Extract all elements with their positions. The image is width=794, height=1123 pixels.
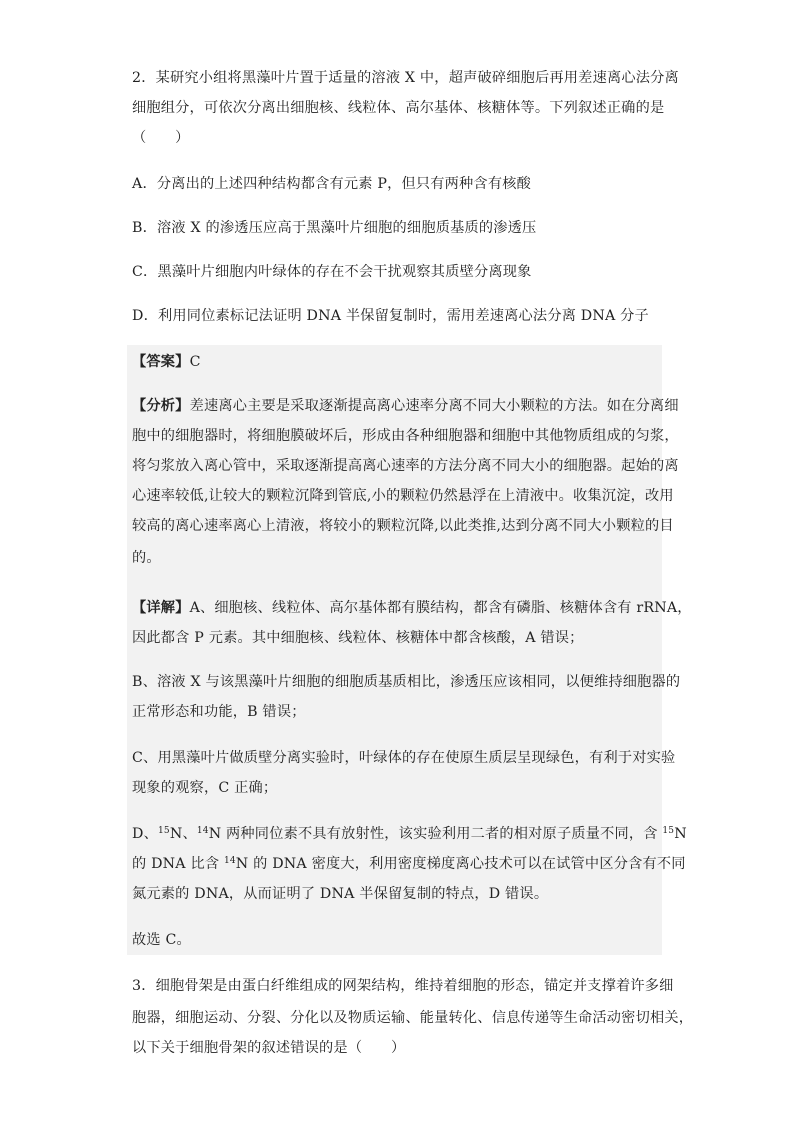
analysis-line-6: 的。 <box>132 550 161 566</box>
answer-value: C <box>189 354 201 370</box>
detail-a-line-2: 因此都含 P 元素。其中细胞核、线粒体、核糖体中都含核酸，A 错误； <box>132 630 584 646</box>
analysis-line-5: 较高的离心速率离心上清液，将较小的颗粒沉降,以此类推,达到分离不同大小颗粒的目 <box>132 518 674 534</box>
isotope-14b-superscript: 14 <box>223 856 236 866</box>
analysis-line-1 <box>132 396 679 416</box>
detail-a-line-1 <box>132 598 692 618</box>
answer-line <box>132 352 201 372</box>
q2-option-c: C．黑藻叶片细胞内叶绿体的存在不会干扰观察其质壁分离现象 <box>132 264 532 280</box>
detail-d-middle: N 两种同位素不具有放射性，该实验利用二者的相对原子质量不同，含 <box>208 826 663 842</box>
detail-b-line-2: 正常形态和功能，B 错误； <box>132 704 306 720</box>
q3-stem-line-3: 以下关于细胞骨架的叙述错误的是（ ） <box>132 1040 406 1056</box>
analysis-label: 【分析】 <box>132 398 190 414</box>
q2-stem-line-3: （ ） <box>132 130 190 146</box>
q2-option-b: B．溶液 X 的渗透压应高于黑藻叶片细胞的细胞质基质的渗透压 <box>132 220 537 236</box>
isotope-15b-superscript: 15 <box>662 826 675 836</box>
detail-d-line-1 <box>132 824 687 844</box>
q2-stem-line-2: 细胞组分，可依次分离出细胞核、线粒体、高尔基体、核糖体等。下列叙述正确的是 <box>132 100 665 116</box>
analysis-line-3: 将匀浆放入离心管中，采取逐渐提高离心速率的方法分离不同大小的细胞器。起始的离 <box>132 458 679 474</box>
detail-d-n-end: N <box>674 826 687 842</box>
analysis-text-1: 差速离心主要是采取逐渐提高离心速率分离不同大小颗粒的方法。如在分离细 <box>189 398 679 414</box>
detail-d-line-2 <box>132 854 686 874</box>
detail-d-line-3: 氮元素的 DNA，从而证明了 DNA 半保留复制的特点，D 错误。 <box>132 886 549 902</box>
analysis-line-4: 心速率较低,让较大的颗粒沉降到管底,小的颗粒仍然悬浮在上清液中。收集沉淀，改用 <box>132 488 674 504</box>
detail-d-l2-prefix: 的 DNA 比含 <box>132 856 224 872</box>
detail-b-line-1: B、溶液 X 与该黑藻叶片细胞的细胞质基质相比，渗透压应该相同，以便维持细胞器的 <box>132 674 681 690</box>
detail-c-line-1: C、用黑藻叶片做质壁分离实验时，叶绿体的存在使原生质层呈现绿色，有利于对实验 <box>132 750 676 766</box>
detail-a-text-1: A、细胞核、线粒体、高尔基体都有膜结构，都含有磷脂、核糖体含有 rRNA， <box>189 600 692 616</box>
detail-d-n15: N、 <box>169 826 197 842</box>
q2-option-d: D．利用同位素标记法证明 DNA 半保留复制时，需用差速离心法分离 DNA 分子 <box>132 308 649 324</box>
q3-stem-line-1: 3．细胞骨架是由蛋白纤维组成的网架结构，维持着细胞的形态，锚定并支撑着许多细 <box>132 978 674 994</box>
analysis-line-2: 胞中的细胞器时，将细胞膜破坏后，形成由各种细胞器和细胞中其他物质组成的匀浆， <box>132 428 679 444</box>
isotope-14-superscript: 14 <box>196 826 209 836</box>
detail-d-prefix: D、 <box>132 826 158 842</box>
q2-stem-line-1: 2．某研究小组将黑藻叶片置于适量的溶液 X 中，超声破碎细胞后再用差速离心法分离 <box>132 70 679 86</box>
q3-stem-line-2: 胞器，细胞运动、分裂、分化以及物质运输、能量转化、信息传递等生命活动密切相关， <box>132 1010 694 1026</box>
detail-c-line-2: 现象的观察，C 正确； <box>132 780 278 796</box>
detail-d-l2-suffix: N 的 DNA 密度大，利用密度梯度离心技术可以在试管中区分含有不同 <box>235 856 686 872</box>
detail-label: 【详解】 <box>132 600 190 616</box>
q2-option-a: A．分离出的上述四种结构都含有元素 P，但只有两种含有核酸 <box>132 176 531 192</box>
answer-label: 【答案】 <box>132 354 190 370</box>
isotope-15-superscript: 15 <box>157 826 170 836</box>
conclusion-line: 故选 C。 <box>132 932 191 948</box>
